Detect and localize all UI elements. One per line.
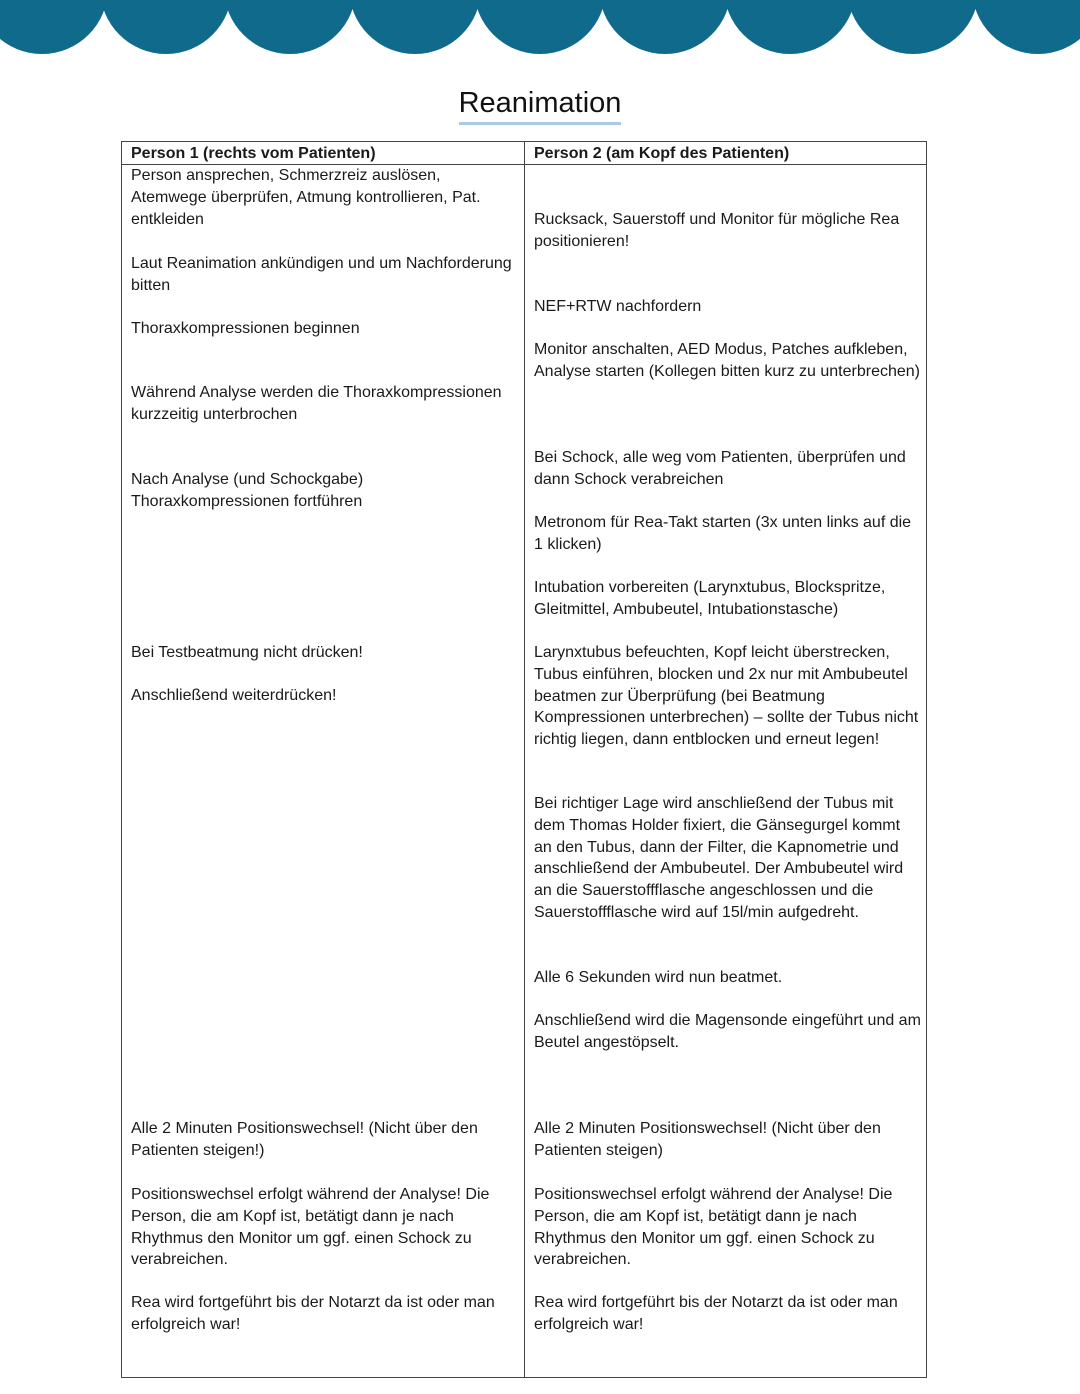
column-divider: [524, 142, 525, 1377]
person-2-step: Positionswechsel erfolgt während der Analyse! Die Person, die am Kopf ist, betätigt dann je nach Rhythmus den Monitor um ggf. einen Schock zu verabreichen.: [534, 1186, 893, 1269]
column-header-person-2: Person 2 (am Kopf des Patienten): [534, 145, 790, 162]
person-1-step: Laut Reanimation ankündigen und um Nachforderung bitten: [131, 255, 512, 294]
column-header-person-1: Person 1 (rechts vom Patienten): [131, 145, 376, 162]
person-2-step: Alle 6 Sekunden wird nun beatmet.: [534, 969, 783, 986]
person-2-step: NEF+RTW nachfordern: [534, 298, 702, 315]
person-1-step: Person ansprechen, Schmerzreiz auslösen, Atemwege überprüfen, Atmung kontrollieren, Pat. entkleiden: [131, 167, 481, 228]
page-title: Reanimation: [0, 86, 1080, 125]
person-1-step: Alle 2 Minuten Positionswechsel! (Nicht über den Patienten steigen!): [131, 1120, 478, 1159]
person-2-step: Intubation vorbereiten (Larynxtubus, Blockspritze, Gleitmittel, Ambubeutel, Intubationstasche): [534, 579, 886, 618]
person-2-step: Bei Schock, alle weg vom Patienten, überprüfen und dann Schock verabreichen: [534, 449, 906, 488]
person-1-step: Nach Analyse (und Schockgabe) Thoraxkompressionen fortführen: [131, 471, 364, 510]
person-2-step: Alle 2 Minuten Positionswechsel! (Nicht über den Patienten steigen): [534, 1120, 881, 1159]
person-2-step: Rucksack, Sauerstoff und Monitor für mögliche Rea positionieren!: [534, 211, 900, 250]
person-1-step: Thoraxkompressionen beginnen: [131, 320, 360, 337]
procedure-table: [121, 141, 927, 1378]
person-2-step: Metronom für Rea-Takt starten (3x unten links auf die 1 klicken): [534, 514, 912, 553]
person-1-step: Während Analyse werden die Thoraxkompressionen kurzzeitig unterbrochen: [131, 384, 502, 423]
person-1-step: Anschließend weiterdrücken!: [131, 687, 337, 704]
person-2-step: Monitor anschalten, AED Modus, Patches aufkleben, Analyse starten (Kollegen bitten kurz zu unterbrechen): [534, 341, 920, 380]
person-2-step: Rea wird fortgeführt bis der Notarzt da ist oder man erfolgreich war!: [534, 1294, 898, 1333]
scallop-decoration: [0, 0, 1080, 60]
person-1-step: Bei Testbeatmung nicht drücken!: [131, 644, 363, 661]
person-1-step: Positionswechsel erfolgt während der Analyse! Die Person, die am Kopf ist, betätigt dann je nach Rhythmus den Monitor um ggf. einen Schock zu verabreichen.: [131, 1186, 490, 1269]
person-2-step: Larynxtubus befeuchten, Kopf leicht überstrecken, Tubus einführen, blocken und 2x nur mit Ambubeutel beatmen zur Überprüfung (bei Beatmung Kompressionen unterbrechen) – sollte der Tubus nicht richtig liegen, dann entblocken und erneut legen!: [534, 644, 919, 749]
person-2-step: Anschließend wird die Magensonde eingeführt und am Beutel angestöpselt.: [534, 1012, 921, 1051]
person-1-step: Rea wird fortgeführt bis der Notarzt da ist oder man erfolgreich war!: [131, 1294, 495, 1333]
person-2-step: Bei richtiger Lage wird anschließend der Tubus mit dem Thomas Holder fixiert, die Gänsegurgel kommt an den Tubus, dann der Filter, die Kapnometrie und anschließend der Ambubeutel. Der Ambubeutel wird an die Sauerstoffflasche angeschlossen und die Sauerstoffflasche wird auf 15l/min aufgedreht.: [534, 795, 904, 921]
